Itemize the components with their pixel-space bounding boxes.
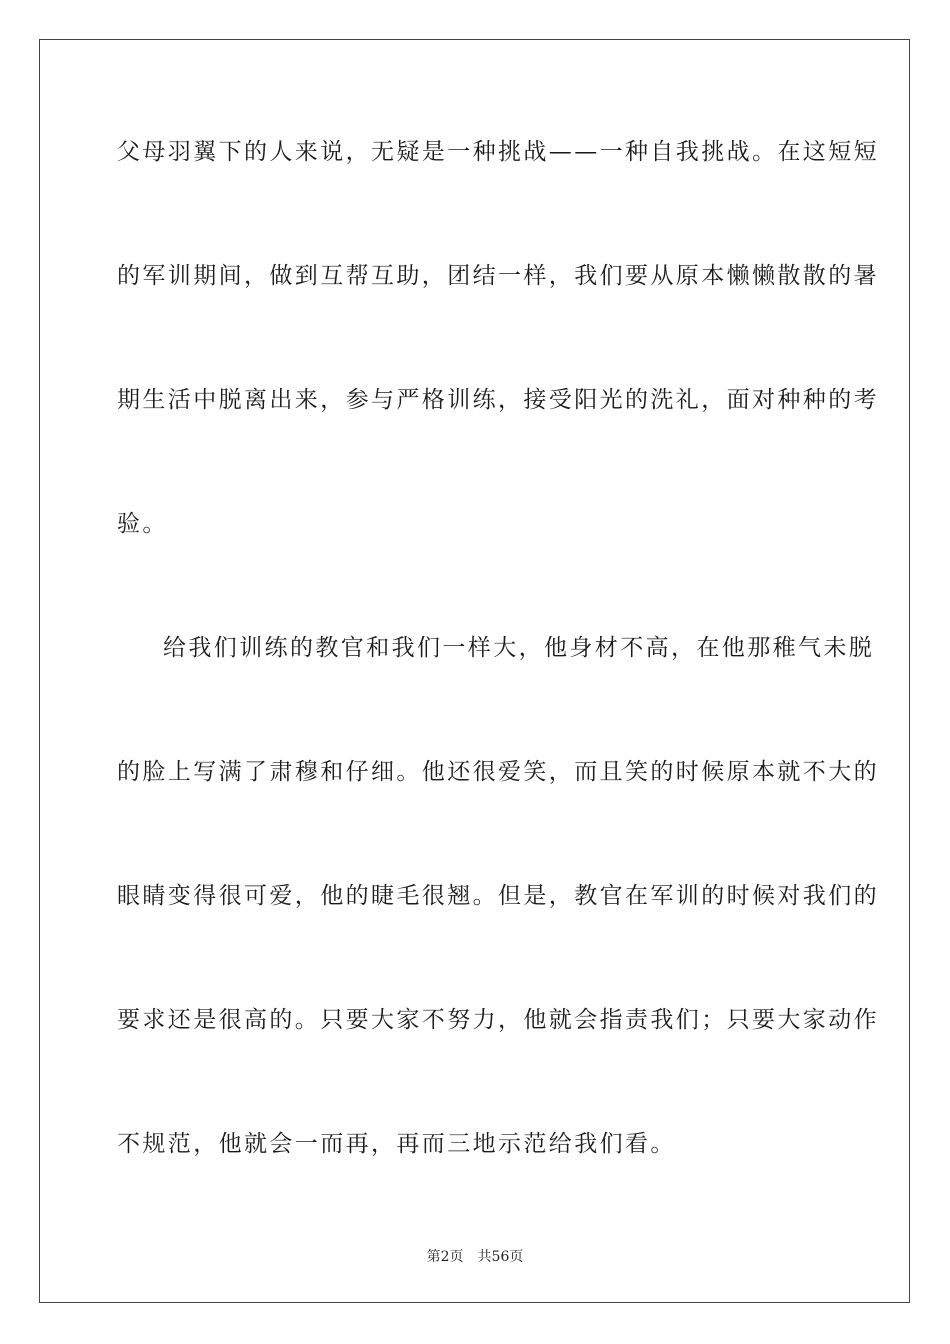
page-total: 共56页 bbox=[477, 1249, 524, 1265]
paragraph-line: 的脸上写满了肃穆和仔细。他还很爱笑，而且笑的时候原本就不大的 bbox=[117, 759, 879, 785]
paragraph-line: 验。 bbox=[117, 511, 168, 537]
paragraph-line: 要求还是很高的。只要大家不努力，他就会指责我们；只要大家动作 bbox=[117, 1007, 879, 1033]
paragraph-line: 眼睛变得很可爱，他的睫毛很翘。但是，教官在军训的时候对我们的 bbox=[117, 883, 879, 909]
paragraph-line: 期生活中脱离出来，参与严格训练，接受阳光的洗礼，面对种种的考 bbox=[117, 387, 879, 413]
paragraph-line: 给我们训练的教官和我们一样大，他身材不高，在他那稚气未脱 bbox=[163, 635, 875, 661]
paragraph-line: 不规范，他就会一而再，再而三地示范给我们看。 bbox=[117, 1131, 676, 1157]
page-border bbox=[39, 39, 910, 1303]
paragraph-line: 的军训期间，做到互帮互助，团结一样，我们要从原本懒懒散散的暑 bbox=[117, 263, 879, 289]
page-footer bbox=[0, 1247, 950, 1267]
page-number: 第2页 bbox=[426, 1249, 464, 1265]
paragraph-line: 父母羽翼下的人来说，无疑是一种挑战——一种自我挑战。在这短短 bbox=[117, 139, 879, 165]
